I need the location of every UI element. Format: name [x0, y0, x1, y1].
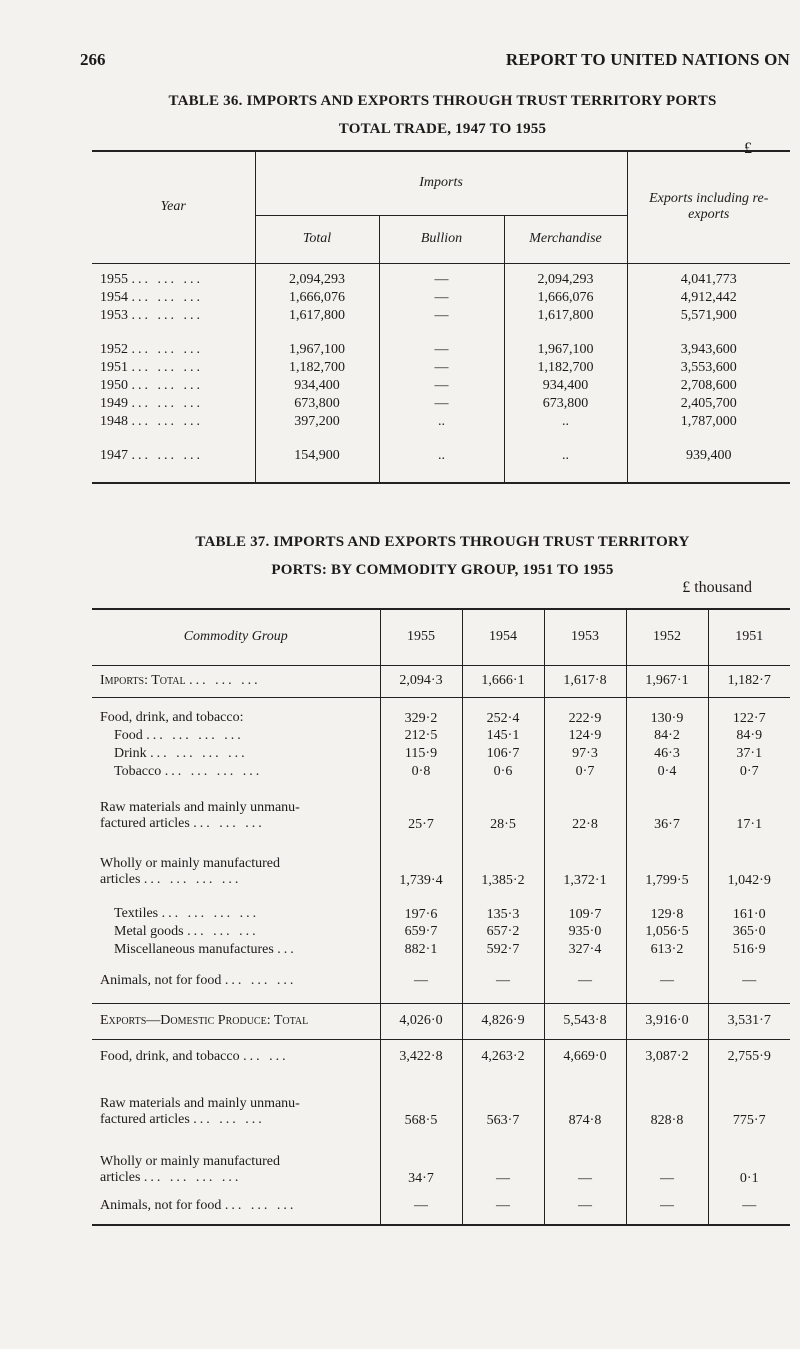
table-row: 1950 ... ... ... 934,400 — 934,400 2,708,600 — [92, 377, 790, 395]
table-row: Imports: Total ... ... ... 2,094·3 1,666·1 1,617·8 1,967·1 1,182·7 — [92, 665, 790, 697]
table-row: 1948 ... ... ... 397,200 .. .. 1,787,000 — [92, 413, 790, 431]
table-row: Wholly or mainly manufactured articles ... ... ... ... 1,739·4 1,385·2 1,372·1 1,799·5 1,042·9 — [92, 833, 790, 889]
col-header-imports: Imports — [255, 151, 627, 215]
table-row: 1947 ... ... ... 154,900 .. .. 939,400 — [92, 447, 790, 465]
table-row: 1953 ... ... ... 1,617,800 — 1,617,800 5,571,900 — [92, 307, 790, 325]
running-title: REPORT TO UNITED NATIONS ON — [505, 50, 790, 69]
table-37 — [92, 608, 790, 1226]
col-header-merchandise: Merchandise — [504, 215, 627, 263]
table-row: Wholly or mainly manufactured articles ... ... ... ... 34·7 — — — 0·1 — [92, 1129, 790, 1187]
table-row: Food, drink, and tobacco: 329·2 252·4 222·9 130·9 122·7 — [92, 697, 790, 727]
table-row: Drink ... ... ... ... 115·9 106·7 97·3 46·3 37·1 — [92, 745, 790, 763]
table-row: 1954 ... ... ... 1,666,076 — 1,666,076 4,912,442 — [92, 289, 790, 307]
page-number: 266 — [80, 50, 106, 69]
table-row: Food, drink, and tobacco ... ... 3,422·8 4,263·2 4,669·0 3,087·2 2,755·9 — [92, 1039, 790, 1075]
table-36-unit: £ — [744, 140, 752, 157]
table-row: Animals, not for food ... ... ... — — — — — — [92, 1187, 790, 1225]
col-header-1954: 1954 — [462, 609, 544, 665]
col-header-1955: 1955 — [380, 609, 462, 665]
col-header-1953: 1953 — [544, 609, 626, 665]
table-row: 1952 ... ... ... 1,967,100 — 1,967,100 3,943,600 — [92, 341, 790, 359]
col-header-1951: 1951 — [708, 609, 790, 665]
table-row: Metal goods ... ... ... 659·7 657·2 935·0 1,056·5 365·0 — [92, 923, 790, 941]
table-row: 1951 ... ... ... 1,182,700 — 1,182,700 3,553,600 — [92, 359, 790, 377]
table-row: 1955 ... ... ... 2,094,293 — 2,094,293 4,041,773 — [92, 271, 790, 289]
col-header-1952: 1952 — [626, 609, 708, 665]
table-37-title: TABLE 37. IMPORTS AND EXPORTS THROUGH TRUST TERRITORY PORTS: BY COMMODITY GROUP, 1951 TO 1955 — [195, 534, 690, 578]
table-row: Textiles ... ... ... ... 197·6 135·3 109·7 129·8 161·0 — [92, 889, 790, 923]
col-header-commodity-group: Commodity Group — [92, 609, 380, 665]
table-row: Animals, not for food ... ... ... — — — — — — [92, 959, 790, 1003]
col-header-total: Total — [255, 215, 379, 263]
table-row: Raw materials and mainly unmanu- factured articles ... ... ... 25·7 28·5 22·8 36·7 17·1 — [92, 781, 790, 833]
page-header — [80, 50, 790, 74]
table-36-body — [92, 263, 790, 483]
table-36-title: TABLE 36. IMPORTS AND EXPORTS THROUGH TRUST TERRITORY PORTS TOTAL TRADE, 1947 TO 1955 — [168, 93, 717, 137]
col-header-exports: Exports including re-exports — [627, 151, 790, 263]
table-37-unit: £ thousand — [682, 579, 752, 596]
col-header-year: Year — [92, 151, 255, 263]
table-row: Tobacco ... ... ... ... 0·8 0·6 0·7 0·4 0·7 — [92, 763, 790, 781]
table-36 — [92, 150, 790, 484]
table-row: Exports—Domestic Produce: Total 4,026·0 4,826·9 5,543·8 3,916·0 3,531·7 — [92, 1003, 790, 1039]
table-row: Raw materials and mainly unmanu- factured articles ... ... ... 568·5 563·7 874·8 828·8 775·7 — [92, 1075, 790, 1129]
table-row: 1949 ... ... ... 673,800 — 673,800 2,405,700 — [92, 395, 790, 413]
table-row: Miscellaneous manufactures ... 882·1 592·7 327·4 613·2 516·9 — [92, 941, 790, 959]
col-header-bullion: Bullion — [379, 215, 504, 263]
table-row: Food ... ... ... ... 212·5 145·1 124·9 84·2 84·9 — [92, 727, 790, 745]
